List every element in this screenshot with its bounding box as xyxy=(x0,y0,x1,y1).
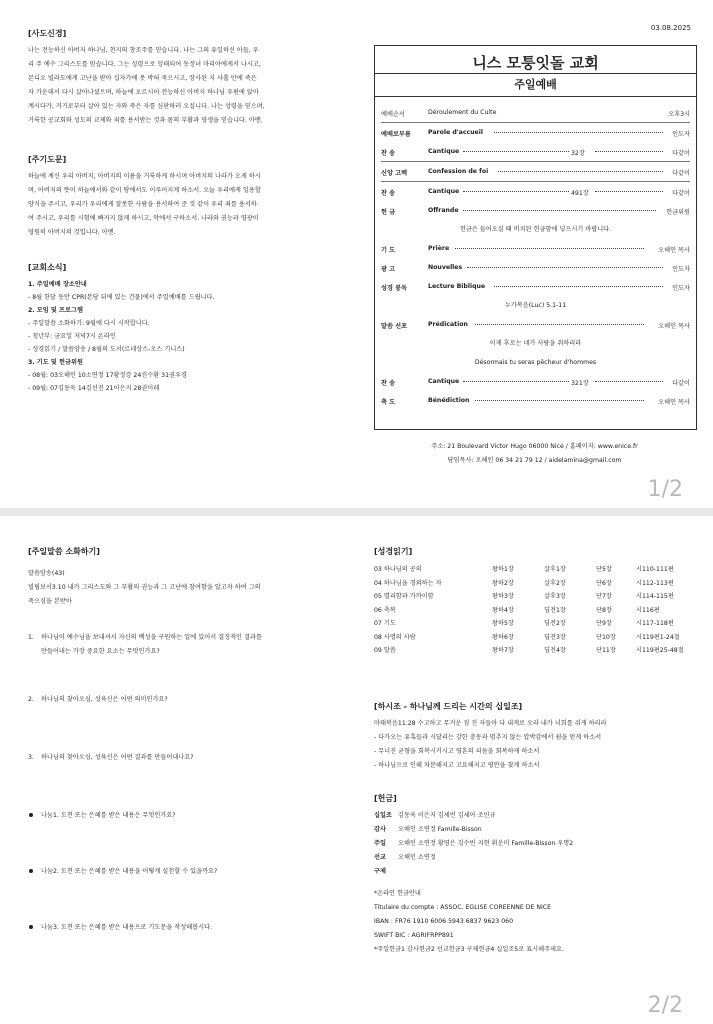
iban: IBAN : FR76 1910 6006 5943 6837 9623 060 xyxy=(374,917,514,925)
table-row xyxy=(374,603,694,617)
row-leader: 오해인 목사 xyxy=(658,399,690,406)
worship-row xyxy=(381,391,690,410)
worship-row xyxy=(381,201,690,220)
pastor-contact: 담임목사: 오해인 06 34 21 79 12 / aidelamina@gmail.com xyxy=(447,457,622,464)
table-cell: 04 하나님을 경외하는 자 xyxy=(374,579,442,587)
offering-title: [헌금] xyxy=(374,793,397,803)
table-cell: 09 말씀 xyxy=(374,647,396,655)
sharing-item xyxy=(28,865,348,879)
row-label: 말씀 선포 xyxy=(381,323,408,330)
sharing-item xyxy=(28,921,348,935)
dotted-leader xyxy=(455,248,643,249)
table-cell: 딤전3장 xyxy=(544,633,566,641)
offering-type: 주일 xyxy=(374,839,386,847)
table-row xyxy=(374,643,694,657)
dotted-leader xyxy=(494,132,662,133)
question-list xyxy=(28,631,348,765)
dotted-leader xyxy=(463,191,569,192)
table-cell: 살후1장 xyxy=(544,566,566,574)
news-item: - 성경읽기 / 말씀암송 / 8월의 도서(르네상스-오스 기니스) xyxy=(28,346,185,353)
row-title: Cantique xyxy=(428,378,460,385)
bullet-icon xyxy=(29,813,33,817)
row-title: Déroulement du Culte xyxy=(428,109,497,116)
row-title: Cantique xyxy=(428,188,460,195)
account-holder: Titulaire du compte : ASSOC. EGLISE COREENNE DE NICE xyxy=(374,903,552,911)
memory-verse xyxy=(28,581,348,609)
church-news xyxy=(28,262,346,395)
creed-line: 자 가운데서 다시 살아나셨으며, 하늘에 오르시어 전능하신 아버지 하나님 우편에 앉아 xyxy=(28,89,259,96)
dotted-leader xyxy=(463,381,569,382)
table-cell: 단6장 xyxy=(596,579,612,587)
table-cell: 시117-118편 xyxy=(636,620,674,628)
table-cell: 단7장 xyxy=(596,593,612,601)
worship-row xyxy=(381,142,690,162)
page-number: 2/2 xyxy=(647,993,683,1018)
dotted-leader xyxy=(595,381,663,382)
prayer-line: 양식을 주시고, 우리가 우리에게 잘못한 사람을 용서하여 준 것 같이 우리 죄를 용서하 xyxy=(28,201,257,208)
row-leader: 오후3시 xyxy=(668,111,690,118)
offering-names: 오해인 소연정 xyxy=(398,853,436,861)
memory-verse-line: 빌립보서3.10 내가 그리스도와 그 부활의 권능과 그 고난에 참여함을 알고자 하여 그의 xyxy=(28,584,261,591)
question-number: 1. xyxy=(28,634,34,641)
bulletin-page-1 xyxy=(0,0,713,508)
table-cell: 살후3장 xyxy=(544,593,566,601)
worship-rows-4 xyxy=(375,372,696,410)
memory-verse-line: 죽으심을 본받아 xyxy=(28,598,72,605)
row-label: 예배순서 xyxy=(381,111,405,118)
worship-row xyxy=(381,277,690,296)
sharing-item xyxy=(28,809,348,823)
offering-names: 오해인 소연정 Famille-Bisson xyxy=(398,825,482,833)
dotted-leader xyxy=(475,324,644,325)
dotted-leader xyxy=(595,151,663,152)
table-cell: 시110-111편 xyxy=(636,566,674,574)
table-row xyxy=(374,562,694,576)
news-title: [교회소식] xyxy=(28,263,67,272)
table-row xyxy=(374,589,694,603)
sharing-text: 나눔3. 도전 또는 은혜를 받은 내용으로 기도문을 작성해봅시다. xyxy=(41,924,213,931)
dotted-leader xyxy=(475,400,644,401)
dotted-leader xyxy=(494,286,662,287)
creed-line: 거룩한 공교회와 성도의 교제와 죄를 용서받는 것과 몸의 부활과 영생을 믿습니다. 아멘. xyxy=(28,117,263,124)
dotted-leader xyxy=(595,191,663,192)
worship-rows xyxy=(375,103,696,220)
news-item: - 08월: 03오해인 10소연정 17황정강 24진수환 31권우경 xyxy=(28,372,187,379)
prayer-title: [주기도문] xyxy=(28,155,67,164)
row-label: 신앙 고백 xyxy=(381,170,408,177)
row-title: Lecture Biblique xyxy=(428,283,486,290)
creed-title: [사도신경] xyxy=(28,29,67,38)
table-cell: 07 기도 xyxy=(374,620,396,628)
worship-row xyxy=(381,372,690,391)
table-cell: 단9장 xyxy=(596,620,612,628)
table-cell: 딤전2장 xyxy=(544,620,566,628)
news-item: - 8월 한달 동안 CPR(본당 뒤에 있는 건물)에서 주일예배를 드립니다. xyxy=(28,294,215,301)
sharing-text: 나눔1. 도전 또는 은혜를 받은 내용은 무엇인가요? xyxy=(41,812,176,819)
offering-row xyxy=(374,837,694,851)
row-label: 헌 금 xyxy=(381,209,396,216)
row-title: Offrande xyxy=(428,207,459,214)
table-cell: 단10장 xyxy=(596,633,616,641)
question-number: 3. xyxy=(28,754,34,761)
row-label: 예배로부름 xyxy=(381,131,411,138)
dotted-leader xyxy=(467,267,663,268)
sijo-line: 마태복음11.28 수고하고 무거운 짐 진 자들아 다 내게로 오라 내가 너희를 쉬게 하리라 xyxy=(374,719,607,727)
bulletin-page-2 xyxy=(0,516,713,1024)
worship-row xyxy=(381,182,690,201)
hymn-number: 491장 xyxy=(571,190,589,197)
row-title: Cantique xyxy=(428,148,460,155)
table-cell: 05 멸리함과 가까이함 xyxy=(374,593,434,601)
dotted-leader xyxy=(498,171,663,172)
swift: SWIFT BIC : AGRIFRPP891 xyxy=(374,931,454,939)
worship-row xyxy=(381,103,690,123)
sijo-text xyxy=(374,717,694,773)
table-cell: 06 축복 xyxy=(374,606,396,614)
question-text: 만들어내는 가장 중요한 요소는 무엇인가요? xyxy=(41,648,160,655)
table-cell: 03 하나님의 공의 xyxy=(374,566,422,574)
offering-list xyxy=(374,809,694,879)
row-label: 기 도 xyxy=(381,247,396,254)
sijo-line: - 무너진 균형을 회복시키시고 영혼의 리듬을 회복하게 하소서 xyxy=(374,747,540,755)
digest-title: [주일말씀 소화하기] xyxy=(28,547,100,556)
table-cell: 시112-113편 xyxy=(636,579,674,587)
online-label: *온라인 헌금안내 xyxy=(374,889,421,897)
row-title: Nouvelles xyxy=(428,264,463,271)
table-cell: 왕하2장 xyxy=(492,579,514,587)
offering-names: 김동욱 이은지 김세빈 김세아 조민규 xyxy=(398,811,496,819)
question-text: 하나님의 찾아오심, 성육신은 어떤 결과를 만들어내나요? xyxy=(41,754,194,761)
offering-row xyxy=(374,851,694,865)
row-leader: 다같이 xyxy=(672,150,690,157)
service-name: 주일예배 xyxy=(375,73,696,97)
question xyxy=(28,751,348,765)
dotted-leader xyxy=(463,151,569,152)
table-cell: 시116편 xyxy=(636,606,660,614)
sermon-title-ko: 이제 후로는 네가 사람을 취하리라 xyxy=(489,340,582,347)
offering-row xyxy=(374,865,694,879)
sermon-digest xyxy=(28,546,348,977)
hymn-number: 32장 xyxy=(571,150,585,157)
row-title: Bénédiction xyxy=(428,397,470,404)
row-title: Parole d'accueil xyxy=(428,129,483,136)
table-cell: 시119편1-24절 xyxy=(636,633,680,641)
prayer-line: 며, 아버지의 뜻이 하늘에서와 같이 땅에서도 이루어지게 하소서. 오늘 우리에게 일용할 xyxy=(28,187,261,194)
row-leader: 헌금위원 xyxy=(666,209,690,216)
worship-order-box xyxy=(374,45,697,430)
prayer-line: 영원히 아버지의 것입니다. 아멘. xyxy=(28,229,116,236)
row-label: 찬 송 xyxy=(381,190,396,197)
worship-row xyxy=(381,239,690,258)
bible-reading-table xyxy=(374,562,694,657)
creed-line: 나는 전능하신 아버지 하나님, 천지의 창조주를 믿습니다. 나는 그의 유일하신 아들, 우 xyxy=(28,47,259,54)
offering-row xyxy=(374,823,694,837)
prayer-text xyxy=(28,170,346,240)
row-leader: 인도자 xyxy=(672,285,690,292)
row-leader: 다같이 xyxy=(672,190,690,197)
offering-names: 오해인 소연정 황영은 김수빈 지현 휘운미 Famille-Bisson 우명2 xyxy=(398,839,574,847)
row-title: Confession de foi xyxy=(428,168,489,175)
table-cell: 딤전1장 xyxy=(544,606,566,614)
worship-rows-3 xyxy=(375,315,696,334)
question xyxy=(28,631,348,659)
sijo-line: - 다가오는 유혹들과 시달리는 강한 충동과 멈추지 않는 압박감에서 쉼을 얻게 하소서 xyxy=(374,733,602,741)
row-leader: 인도자 xyxy=(672,131,690,138)
row-leader: 다같이 xyxy=(672,170,690,177)
online-offering xyxy=(374,887,694,957)
news-heading: 3. 기도 및 헌금위원 xyxy=(28,359,83,366)
news-item: - 주일말씀 소화하기: 9월에 다시 시작합니다. xyxy=(28,320,150,327)
offering-type: 구제 xyxy=(374,867,386,875)
table-cell: 단11장 xyxy=(596,647,616,655)
creed-line: 본디오 빌라도에게 고난을 받아 십자가에 못 박혀 죽으시고, 장사된 지 사흘 만에 죽은 xyxy=(28,75,257,82)
row-label: 성경 봉독 xyxy=(381,285,408,292)
worship-row xyxy=(381,258,690,277)
dotted-leader xyxy=(463,210,656,211)
row-leader: 인도자 xyxy=(672,266,690,273)
table-cell: 왕하6장 xyxy=(492,633,514,641)
table-cell: 살후2장 xyxy=(544,579,566,587)
table-row xyxy=(374,630,694,644)
table-cell: 단8장 xyxy=(596,606,612,614)
table-cell: 딤전4장 xyxy=(544,647,566,655)
worship-row xyxy=(381,315,690,334)
sharing-text: 나눔2. 도전 또는 은혜를 받은 내용을 어떻게 실천할 수 있을까요? xyxy=(41,868,218,875)
apostles-creed xyxy=(28,28,346,128)
table-row xyxy=(374,576,694,590)
news-item: - 09월: 07김동욱 14김선진 21이은지 28권이레 xyxy=(28,385,160,392)
creed-text xyxy=(28,44,346,128)
bullet-icon xyxy=(29,869,33,873)
table-cell: 왕하4장 xyxy=(492,606,514,614)
church-address: 주소: 21 Boulevard Victor Hugo 06000 Nice / 홈페이지: www.enice.fr xyxy=(431,443,638,450)
prayer-line: 여 주시고, 우리를 시험에 빠지지 않게 하시고, 악에서 구하소서. 나라와 권능과 영광이 xyxy=(28,215,259,222)
sijo-title: [하시조 - 하나님께 드리는 시간의 십일조] xyxy=(374,701,523,711)
question xyxy=(28,693,348,707)
row-leader: 다같이 xyxy=(672,380,690,387)
row-title: Prière xyxy=(428,245,450,252)
sharing-list xyxy=(28,809,348,935)
offering-note: 헌금은 들어오실 때 비치된 헌금함에 넣으시기 바랍니다. xyxy=(459,226,612,233)
table-cell: 단5장 xyxy=(596,566,612,574)
row-leader: 오해인 목사 xyxy=(658,247,690,254)
left-column xyxy=(28,28,346,408)
prayer-line: 하늘에 계신 우리 아버지, 아버지의 이름을 거룩하게 하시며 아버지의 나라가 오게 하시 xyxy=(28,173,261,180)
offering-type: 십일조 xyxy=(374,811,392,819)
row-leader: 오해인 목사 xyxy=(658,323,690,330)
offering-note: *주일헌금1 감사헌금2 선교헌금3 구제헌금4 십일조5로 표시해주세요. xyxy=(374,945,564,953)
table-cell: 시114-115편 xyxy=(636,593,674,601)
worship-row xyxy=(381,162,690,182)
creed-line: 리 주 예수 그리스도를 믿습니다. 그는 성령으로 잉태되어 동정녀 마리아에게서 나시고, xyxy=(28,61,261,68)
offering-type: 감사 xyxy=(374,825,386,833)
bullet-icon xyxy=(29,925,33,929)
creed-line: 계시다가, 거기로부터 살아 있는 자와 죽은 자를 심판하러 오십니다. 나는 성령을 믿으며, xyxy=(28,103,265,110)
row-label: 광 고 xyxy=(381,266,396,273)
table-cell: 시119편25-48절 xyxy=(636,647,684,655)
page-number: 1/2 xyxy=(647,477,683,502)
table-cell: 왕하3장 xyxy=(492,593,514,601)
worship-row xyxy=(381,123,690,142)
news-list xyxy=(28,278,346,395)
table-cell: 왕하5장 xyxy=(492,620,514,628)
church-contact xyxy=(374,440,695,468)
row-title: Prédication xyxy=(428,321,468,328)
table-cell: 왕하7장 xyxy=(492,647,514,655)
offering-type: 선교 xyxy=(374,853,386,861)
bulletin-date: 03.08.2025 xyxy=(650,24,691,32)
row-label: 찬 송 xyxy=(381,150,396,157)
bible-reading-title: [성경읽기] xyxy=(374,547,413,556)
news-heading: 2. 모임 및 프로그램 xyxy=(28,307,83,314)
memory-verse-label: 말씀암송(43) xyxy=(28,570,65,577)
news-item: - 청년부: 금요일 저녁7시 온라인 xyxy=(28,333,116,340)
sijo-line: - 하나님으로 인해 차분해지고 고요해지고 평안을 찾게 하소서 xyxy=(374,761,540,769)
question-text: 하나님이 예수님을 보내셔서 자신의 백성을 구원하는 일에 있어서 결정적인 결과를 xyxy=(41,634,262,641)
offering-row xyxy=(374,809,694,823)
row-label: 찬 송 xyxy=(381,380,396,387)
question-text: 하나님의 찾아오심, 성육신은 어떤 의미인가요? xyxy=(41,696,168,703)
sermon-title-fr: Désormais tu seras pêcheur d'hommes xyxy=(474,359,597,366)
church-name: 니스 모퉁잇돌 교회 xyxy=(472,54,599,72)
news-heading: 1. 주일예배 장소안내 xyxy=(28,281,87,288)
lords-prayer xyxy=(28,154,346,240)
worship-rows-2 xyxy=(375,239,696,296)
row-label: 축 도 xyxy=(381,399,396,406)
hymn-number: 321장 xyxy=(571,380,589,387)
right-column xyxy=(374,546,694,957)
table-cell: 왕하1장 xyxy=(492,566,514,574)
table-cell: 08 사명의 사람 xyxy=(374,633,416,641)
question-number: 2. xyxy=(28,696,34,703)
table-row xyxy=(374,616,694,630)
reading-ref: 누가복음(Luc) 5.1-11 xyxy=(504,302,567,309)
